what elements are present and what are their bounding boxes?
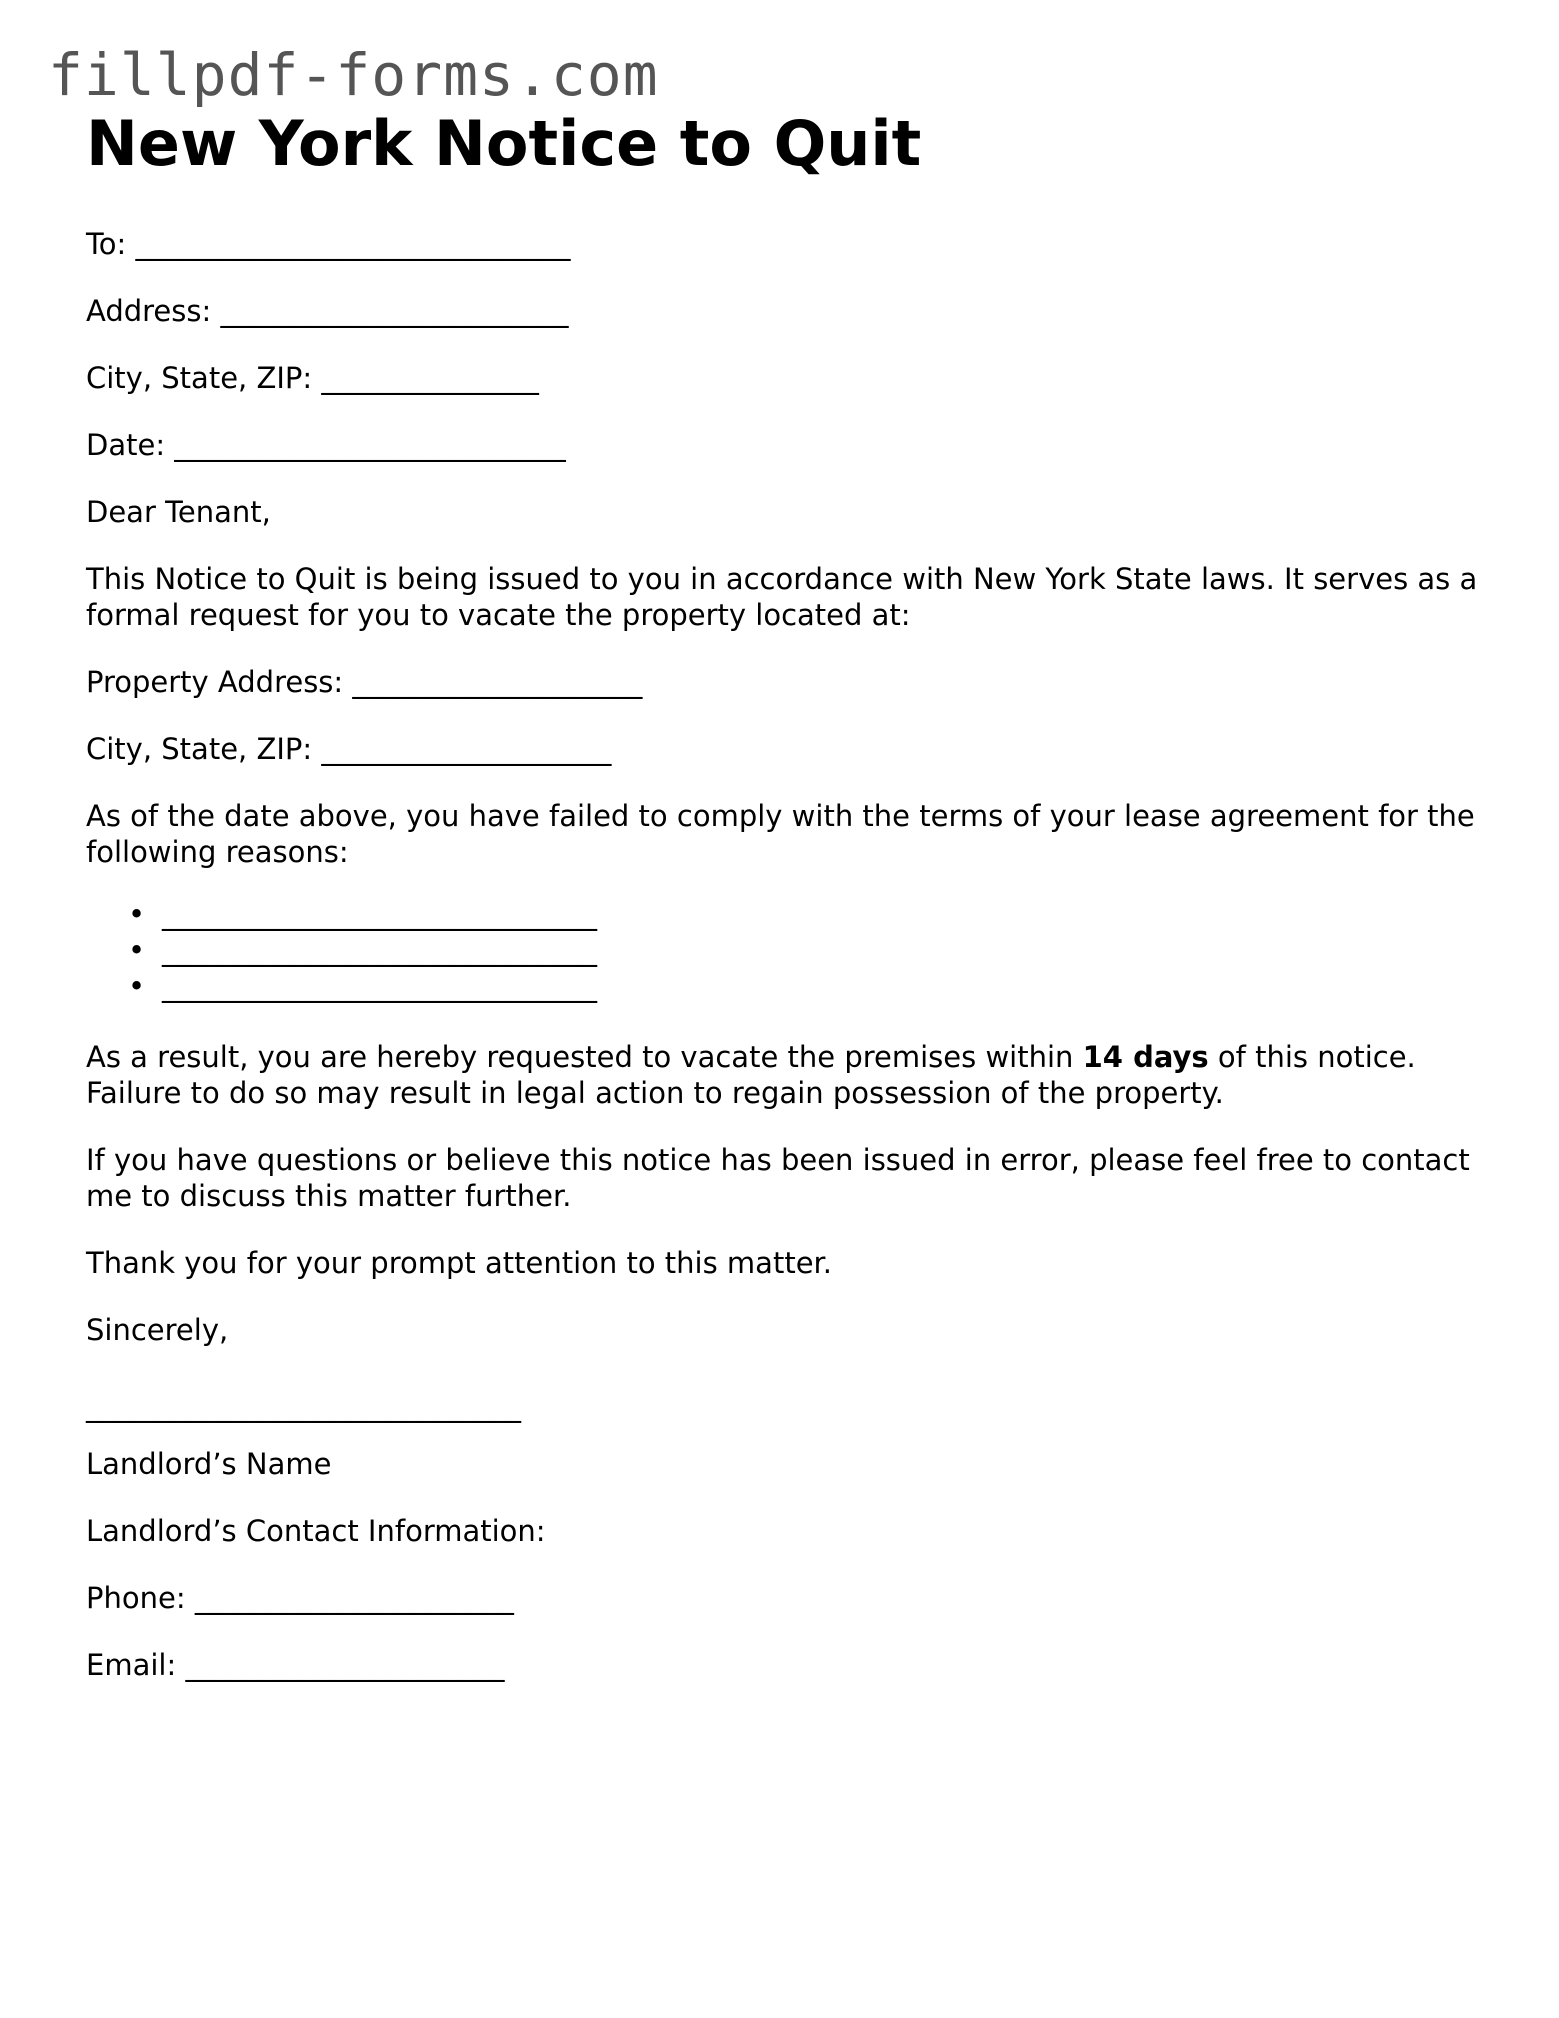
date-field[interactable]: Date: ___________________________ (86, 428, 566, 462)
reason-item[interactable] (86, 968, 597, 1004)
bullet-icon: • (128, 969, 146, 1003)
page-title: New York Notice to Quit (86, 107, 922, 180)
property-address-field[interactable]: Property Address: ____________________ (86, 665, 643, 699)
reasons-list (86, 896, 597, 1004)
reason-line[interactable]: ______________________________ (162, 897, 597, 931)
result-text-after: of this notice. Failure to do so may result in legal action to regain possession of the property. (86, 1040, 1416, 1110)
phone-field[interactable]: Phone: ______________________ (86, 1581, 514, 1615)
reasons-intro: As of the date above, you have failed to comply with the terms of your lease agreement for the following reasons: (86, 799, 1475, 869)
reason-item[interactable] (86, 896, 597, 932)
email-field[interactable]: Email: ______________________ (86, 1648, 505, 1682)
intro-paragraph: This Notice to Quit is being issued to you in accordance with New York State laws. It serves as a formal request for you to vacate the property located at: (86, 562, 1478, 632)
closing: Sincerely, (86, 1313, 229, 1347)
questions-paragraph: If you have questions or believe this notice has been issued in error, please feel free to contact me to discuss this matter further. (86, 1143, 1470, 1213)
landlord-name-label: Landlord’s Name (86, 1447, 332, 1481)
bullet-icon: • (128, 897, 146, 931)
bullet-icon: • (128, 933, 146, 967)
greeting: Dear Tenant, (86, 495, 271, 529)
signature-line[interactable]: ______________________________ (86, 1389, 521, 1423)
city-state-zip-field[interactable]: City, State, ZIP: _______________ (86, 361, 539, 395)
property-city-state-zip-field[interactable]: City, State, ZIP: ____________________ (86, 732, 612, 766)
address-field[interactable]: Address: ________________________ (86, 294, 569, 328)
result-text-before: As a result, you are hereby requested to vacate the premises within (86, 1040, 1083, 1074)
result-paragraph (86, 1039, 1486, 1111)
watermark: fillpdf-forms.com (48, 41, 659, 109)
reason-item[interactable] (86, 932, 597, 968)
thanks-line: Thank you for your prompt attention to this matter. (86, 1246, 833, 1280)
notice-period: 14 days (1082, 1040, 1209, 1074)
reason-line[interactable]: ______________________________ (162, 969, 597, 1003)
reason-line[interactable]: ______________________________ (162, 933, 597, 967)
landlord-contact-heading: Landlord’s Contact Information: (86, 1514, 546, 1548)
to-field[interactable]: To: ______________________________ (86, 227, 571, 261)
